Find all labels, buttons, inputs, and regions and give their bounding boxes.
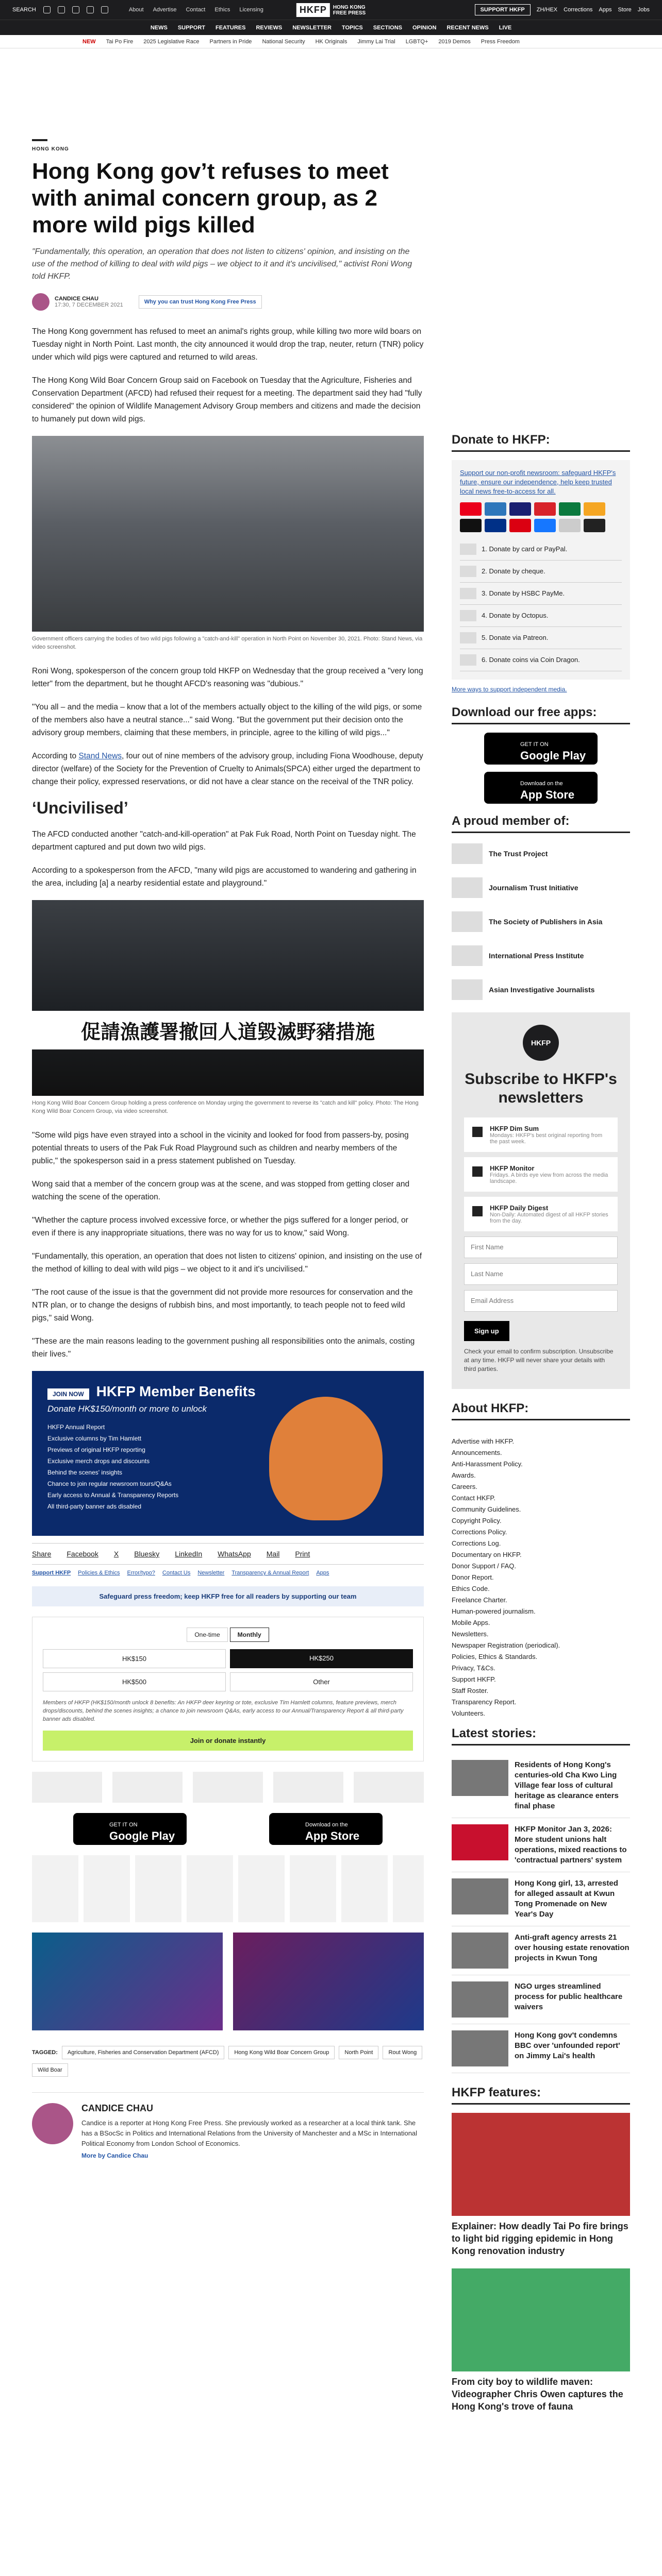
about-link[interactable]: Mobile Apps. [452,1619,490,1626]
share-x[interactable]: X [113,1550,119,1558]
about-link[interactable]: Copyright Policy. [452,1517,502,1524]
trust-project-icon [452,843,483,864]
tab-one-time[interactable]: One-time [187,1628,227,1642]
logo-line-2: FREE PRESS [333,10,366,16]
aij-icon [452,979,483,1000]
nav-features[interactable]: FEATURES [216,24,246,31]
bio-name[interactable]: CANDICE CHAU [81,2103,153,2113]
story-thumbnail [452,1933,508,1969]
support-link[interactable]: Policies & Ethics [78,1570,120,1576]
support-link[interactable]: Transparency & Annual Report [231,1570,309,1576]
payment-icons [460,502,622,532]
nav-newsletter[interactable]: NEWSLETTER [292,24,332,31]
tag[interactable]: Agriculture, Fisheries and Conservation Department (AFCD) [62,2046,224,2059]
donate-description: Members of HKFP (HK$150/month unlock 8 benefits: An HKFP deer keyring or tote, exclusive Tim Hamlett columns, feature previews, merch drops/discounts, behind the scenes insights; a chance to join newsroom Q&As, early access to our Annual/Transparency Report & all third-party banner ads disabled. [43,1700,404,1722]
option-label: 5. Donate via Patreon. [482,634,549,641]
sign-up-button[interactable]: Sign up [464,1321,509,1341]
newsletter-heading: Subscribe to HKFP's newsletters [465,1071,617,1106]
paragraph: The Hong Kong government has refused to meet an animal's rights group, while killing two more wild boars on Tuesday night in North Point. Last month, the city announced it would drop the trap, neuter, return (TNR) policy under which wild pigs were captured and returned to wild areas. [32,327,424,362]
nl-desc: Non-Daily: Automated digest of all HKFP stories from the day. [490,1212,608,1224]
benefit-item: Behind the scenes' insights [47,1469,123,1476]
about-link[interactable]: Staff Roster. [452,1687,489,1694]
benefit-item: Exclusive merch drops and discounts [47,1458,150,1465]
top-bar [0,0,662,20]
member-name: Asian Investigative Journalists [489,986,595,994]
about-link[interactable]: Documentary on HKFP. [452,1551,522,1558]
photo-caption: Hong Kong Wild Boar Concern Group holding a press conference on Monday urging the government to reverse its "catch and kill" policy. Photo: The Hong Kong Wild Boar Concern Group, via video screenshot. [32,1100,419,1114]
about-link[interactable]: Awards. [452,1471,476,1479]
ticker-item[interactable]: HK Originals [315,38,347,45]
feature-story[interactable] [452,2113,630,2257]
ethics-promo-tile[interactable] [32,1933,223,2030]
feature-title: Explainer: How deadly Tai Po fire brings to light bid rigging epidemic in Hong Kong renovation industry [452,2221,628,2256]
apple-small: Download on the [520,781,563,787]
paragraph: "You all – and the media – know that a lot of the members actually object to the killing of the wild pigs, or some of the members also have a neutral stance..." said Wong. "But the government put their decision onto the advisory group members, claiming that these members, in principle, agree to the killing of wild pigs..." [32,703,422,737]
section-heading: ‘Uncivilised’ [32,799,128,817]
language-switch[interactable]: ZH/HEX [536,7,558,13]
wild-pig-operation-photo [32,436,424,632]
tag[interactable]: Hong Kong Wild Boar Concern Group [228,2046,335,2059]
latest-story[interactable] [452,1818,630,1872]
newsletter-signup [452,1012,630,1389]
newsletter-option[interactable] [464,1117,618,1152]
ticker-item[interactable]: Tai Po Fire [106,38,134,45]
about-link[interactable]: Privacy, T&Cs. [452,1664,495,1672]
tag-list [32,2046,424,2077]
google-small: GET IT ON [520,741,549,748]
last-name-field[interactable]: Last Name [464,1263,618,1285]
paragraph: The AFCD conducted another "catch-and-kill-operation" at Pak Fuk Road, North Point on Tuesday night. The department captured and put down two wild pigs. [32,830,416,852]
about-link[interactable]: Support HKFP. [452,1675,496,1683]
x-icon[interactable] [58,6,65,13]
option-label: 6. Donate coins via Coin Dragon. [482,656,580,664]
amex-icon [485,502,506,516]
article [32,139,424,2159]
visa-icon [509,502,531,516]
payment-methods [32,1855,424,1922]
latest-story[interactable] [452,1926,630,1975]
logo-text [333,5,366,16]
story-thumbnail [452,1878,508,1914]
benefit-item: Exclusive columns by Tim Hamlett [47,1435,142,1442]
octopus-option-icon [460,610,476,621]
google-small: GET IT ON [109,1822,138,1828]
google-label: Google Play [520,749,586,762]
member-logo[interactable] [452,977,630,1002]
article-title: Hong Kong gov’t refuses to meet with animal concern group, as 2 more wild pigs killed [32,159,389,238]
amount-option[interactable]: HK$150 [43,1649,226,1668]
publish-date: 17:30, 7 DECEMBER 2021 [55,302,123,308]
about-link[interactable]: Newsletters. [452,1630,489,1638]
bio-more-link[interactable]: More by Candice Chau [81,2152,148,2159]
benefit-item: Early access to Annual & Transparency Reports [47,1492,179,1499]
donate-option[interactable] [460,627,622,649]
unionpay-icon [534,502,556,516]
member-logo[interactable] [452,875,630,900]
paypal-icon [485,519,506,532]
option-label: 3. Donate by HSBC PayMe. [482,589,565,597]
story-title: Hong Kong gov't condemns BBC over 'unfounded report' on Jimmy Lai's health [515,2031,620,2060]
bio-text-block [81,2103,424,2159]
nav-reviews[interactable]: REVIEWS [256,24,283,31]
ticker-label: NEW [82,38,96,45]
donate-tabs [43,1628,413,1642]
about-link[interactable]: Transparency Report. [452,1698,517,1706]
about-link[interactable]: Careers. [452,1483,477,1490]
donate-option[interactable] [460,605,622,627]
card-icon [460,544,476,555]
option-label: 2. Donate by cheque. [482,567,545,575]
about-link[interactable]: Community Guidelines. [452,1505,521,1513]
join-now-badge[interactable]: JOIN NOW [47,1388,89,1400]
author-bio [32,2092,424,2159]
nl-name: HKFP Dim Sum [490,1125,539,1132]
share-linkedin[interactable]: LinkedIn [175,1550,203,1558]
benefit-item: All third-party banner ads disabled [47,1503,142,1510]
jcb-icon [559,502,581,516]
article-category[interactable]: HONG KONG [32,146,69,152]
donate-option[interactable] [460,538,622,561]
partner-logo [354,1772,424,1803]
apple-label: App Store [520,788,575,801]
feature-title: From city boy to wildlife maven: Videographer Chris Owen captures the Hong Kong's trove of fauna [452,2377,623,2412]
about-link[interactable]: Donor Support / FAQ. [452,1562,517,1570]
octopus-icon [584,502,605,516]
latest-heading: Latest stories: [452,1726,630,1745]
paragraph: "Fundamentally, this operation, an operation that does not listen to citizens' opinion, and insisting on the use of the method of killing to deal with wild pigs – we object to it and it's uncivilised." [32,1252,422,1274]
top-link-contact[interactable]: Contact [186,7,206,13]
top-link-ethics[interactable]: Ethics [214,7,230,13]
share-facebook[interactable]: Facebook [67,1550,98,1558]
partner-logo [193,1772,263,1803]
support-link[interactable]: Error/typo? [127,1570,155,1576]
top-link-licensing[interactable]: Licensing [239,7,263,13]
donate-heading: Donate to HKFP: [452,433,630,452]
trust-link[interactable]: Why you can trust Hong Kong Free Press [139,295,262,309]
tab-monthly[interactable]: Monthly [230,1628,269,1642]
donate-option[interactable] [460,649,622,671]
app-store-row [32,1813,424,1845]
about-link[interactable]: Donor Report. [452,1573,494,1581]
share-label: Share [32,1550,52,1558]
deer-mascot-icon [269,1397,383,1520]
feature-story[interactable] [452,2268,630,2413]
nl-name: HKFP Daily Digest [490,1204,549,1212]
ticker-item[interactable]: 2019 Demos [438,38,471,45]
hkfp-logo[interactable] [296,3,366,17]
hkfp-circle-logo: HKFP [523,1025,559,1061]
latest-story[interactable] [452,1754,630,1818]
amount-option[interactable]: Other [230,1672,413,1691]
partner-logo [112,1772,183,1803]
apple-label: App Store [305,1829,360,1842]
email-field[interactable]: Email Address [464,1290,618,1312]
ticker-item[interactable]: Press Freedom [481,38,520,45]
story-title: HKFP Monitor Jan 3, 2026: More student unions halt operations, mixed reactions to 'contractual partners' system [515,1825,627,1865]
byline-text [55,296,123,308]
jti-icon [452,877,483,898]
top-link-about[interactable]: About [128,7,144,13]
member-name: The Society of Publishers in Asia [489,918,603,926]
nl-desc: Mondays: HKFP's best original reporting from the past week. [490,1132,603,1145]
google-play-badge[interactable] [73,1813,187,1845]
about-heading: About HKFP: [452,1401,630,1420]
tags-label: TAGGED: [32,2049,58,2056]
story-title: Anti-graft agency arrests 21 over housing estate renovation projects in Kwun Tong [515,1933,630,1962]
partner-logo [273,1772,343,1803]
story-title: Hong Kong girl, 13, arrested for alleged assault at Kwun Tong Promenade on New Year's Day [515,1879,618,1919]
amount-grid [43,1649,413,1691]
coin-icon [460,654,476,666]
story-thumbnail [452,1824,508,1860]
support-link[interactable]: Contact Us [162,1570,191,1576]
nav-support[interactable]: SUPPORT [177,24,205,31]
about-link[interactable]: Corrections Log. [452,1539,501,1547]
sopa-icon [452,911,483,932]
story-thumbnail [452,2030,508,2066]
apps-heading: Download our free apps: [452,705,630,724]
byline [32,293,424,311]
nav-opinion[interactable]: OPINION [412,24,437,31]
share-mail[interactable]: Mail [266,1550,280,1558]
paragraph: "Some wild pigs have even strayed into a school in the vicinity and looked for food from passers-by, posing potential threats to users of the Pak Fuk Road Playground such as children and nearby members of the public," the spokesperson said in a press statement published on Tuesday. [32,1131,409,1165]
author-avatar[interactable] [32,293,49,311]
paragraph: Wong said that a member of the concern group was at the scene, and was stopped from getting closer and watching the scene of the operation. [32,1180,410,1201]
member-name: International Press Institute [489,952,584,960]
cheque-icon [460,566,476,577]
links-apps[interactable]: Apps [599,7,612,13]
benefit-item: HKFP Annual Report [47,1423,105,1431]
text: According to [32,752,79,760]
about-link[interactable]: Ethics Code. [452,1585,490,1592]
threads-icon[interactable] [101,6,108,13]
article-body [32,325,424,1361]
donate-option[interactable] [460,583,622,605]
support-link[interactable]: Apps [316,1570,329,1576]
feature-image [452,2113,630,2216]
topic-ticker [0,35,662,48]
main-nav [0,20,662,35]
nav-topics[interactable]: TOPICS [341,24,363,31]
support-promo-tile[interactable] [233,1933,424,2030]
links-store[interactable]: Store [618,7,632,13]
member-name: Journalism Trust Initiative [489,884,578,892]
donate-text: Support our non-profit newsroom: safeguard HKFP's future, ensure our independence, help keep trusted local news free-to-access for all. [460,469,616,495]
paragraph: "The root cause of the issue is that the government did not provide more resources for conservation and the NTR plan, or to change the designs of rubbish bins, and most importantly, to teach people not to feed wild pigs," said Wong. [32,1288,413,1323]
sidebar [452,433,630,2424]
patreon-option-icon [460,632,476,643]
tag[interactable]: Wild Boar [32,2063,68,2077]
tag[interactable]: Rout Wong [383,2046,422,2059]
nl-name: HKFP Monitor [490,1164,535,1172]
ticker-item[interactable]: National Security [262,38,305,45]
author-name[interactable]: CANDICE CHAU [55,296,98,302]
promo-tiles [32,1933,424,2030]
article-lede: "Fundamentally, this operation, an operation that does not listen to citizens' opinion, and insisting on the use of the method of killing to deal with wild pigs – we object to it and it's uncivilised," activist Roni Wong told HKFP. [32,247,412,281]
instagram-icon[interactable] [72,6,79,13]
paragraph: The Hong Kong Wild Boar Concern Group said on Facebook on Tuesday that the Agriculture, Fisheries and Conservation Department (AFCD) had refused their request for a meeting. The department said they had "fully considered" the opinion of Wildlife Management Advisory Group members and citizens and made the decision to humanely put down wild pigs. [32,376,422,423]
tag[interactable]: North Point [339,2046,378,2059]
features-heading: HKFP features: [452,2086,630,2105]
paragraph: Roni Wong, spokesperson of the concern group told HKFP on Wednesday that the group received a "very long letter" from the department, but he thought AFCD's reasoning was "dubious." [32,667,423,688]
about-link[interactable]: Volunteers. [452,1709,486,1717]
paragraph: According to a spokesperson from the AFCD, "many wild pigs are accustomed to wandering and gathering in the area, including [a] a nearby residential estate and playground." [32,866,417,888]
text: , four out of nine members of the advisory group, including Fiona Woodhouse, deputy director (welfare) of the Society for the Prevention of Cruelty to Animals(SPCA) either urged the department to change their policy, expressed reservations, or did not have a clear stance on the receival of the TNR policy. [32,752,423,786]
logo-mark: HKFP [296,3,330,17]
links-corrections[interactable]: Corrections [564,7,593,13]
more-ways-link[interactable]: More ways to support independent media. [452,686,567,693]
ticker-item[interactable]: Jimmy Lai Trial [357,38,395,45]
member-name: The Trust Project [489,850,548,858]
first-name-field[interactable]: First Name [464,1236,618,1258]
nav-news[interactable]: NEWS [150,24,168,31]
bio-avatar[interactable] [32,2103,73,2144]
links-jobs[interactable]: Jobs [637,7,650,13]
payme-icon [509,519,531,532]
gpay-icon [559,519,581,532]
ticker-item[interactable]: LGBTQ+ [405,38,428,45]
member-logo[interactable] [452,909,630,934]
amount-option-selected[interactable]: HK$250 [230,1649,413,1668]
about-link[interactable]: Contact HKFP. [452,1494,496,1502]
story-thumbnail [452,1981,508,2018]
share-bluesky[interactable]: Bluesky [134,1550,160,1558]
option-label: 4. Donate by Octopus. [482,612,549,619]
search-link[interactable]: SEARCH [12,7,36,13]
latest-story[interactable] [452,2024,630,2073]
member-benefits-banner[interactable] [32,1371,424,1536]
apple-small: Download on the [305,1822,348,1828]
feature-image [452,2268,630,2371]
about-list [452,1429,630,1726]
newsletter-note: Check your email to confirm subscription. Unsubscribe at any time. HKFP will never share your details with third parties. [464,1348,614,1372]
amount-option[interactable]: HK$500 [43,1672,226,1691]
benefit-item: Chance to join regular newsroom tours/Q&As [47,1480,172,1487]
share-print[interactable]: Print [295,1550,310,1558]
nl-desc: Fridays. A birds eye view from across the media landscape. [490,1172,608,1184]
applepay-icon [584,519,605,532]
facebook-icon[interactable] [43,6,51,13]
story-thumbnail [452,1760,508,1796]
nav-recent-news[interactable]: RECENT NEWS [446,24,489,31]
about-link[interactable]: Corrections Policy. [452,1528,507,1536]
google-play-badge[interactable] [484,733,598,765]
app-store-badge[interactable] [269,1813,383,1845]
donate-button[interactable]: Join or donate instantly [43,1731,413,1751]
safeguard-note[interactable]: Safeguard press freedom; keep HKFP free for all readers by supporting our team [32,1586,424,1606]
support-link[interactable]: Support HKFP [32,1570,71,1576]
paragraph: "Whether the capture process involved excessive force, or whether the pigs suffered for a longer period, or even if there is any inappropriate situations, there was no way for us to know," said Wong. [32,1216,408,1238]
option-label: 1. Donate by card or PayPal. [482,545,568,553]
member-logo[interactable] [452,841,630,866]
donate-box [452,460,630,680]
story-title: NGO urges streamlined process for public healthcare waivers [515,1982,623,2011]
alipay-icon [534,519,556,532]
about-link[interactable]: Announcements. [452,1449,502,1456]
newsletter-option[interactable] [464,1197,618,1231]
category-bar [32,139,47,141]
about-link[interactable]: Human-powered journalism. [452,1607,536,1615]
member-logo[interactable] [452,943,630,968]
protest-banner: 促請漁護署撤回人道毀滅野豬措施 [32,1011,424,1049]
photo-caption: Government officers carrying the bodies of two wild pigs following a "catch-and-kill" operation in North Point on November 30, 2021. Photo: Stand News, via video screenshot. [32,636,423,650]
payme-option-icon [460,588,476,599]
member-heading: A proud member of: [452,814,630,833]
paragraph [32,750,424,788]
nav-live[interactable]: LIVE [499,24,512,31]
about-link[interactable]: Newspaper Registration (periodical). [452,1641,560,1649]
promo-subtitle: Donate HK$150/month or more to unlock [47,1404,207,1414]
google-label: Google Play [109,1829,175,1842]
support-hkfp-button[interactable]: SUPPORT HKFP [475,4,531,15]
benefit-item: Previews of original HKFP reporting [47,1446,145,1453]
paragraph: "These are the main reasons leading to the government pushing all responsibilities onto the animals, costing their lives." [32,1337,415,1359]
donate-option[interactable] [460,561,622,583]
stand-news-link[interactable]: Stand News [78,752,122,760]
partner-logo [32,1772,102,1803]
support-link[interactable]: Newsletter [197,1570,225,1576]
promo-title: HKFP Member Benefits [96,1383,256,1399]
ipi-icon [452,945,483,966]
patreon-icon [460,519,482,532]
partner-logos [32,1772,424,1803]
donate-form [32,1617,424,1761]
youtube-icon[interactable] [87,6,94,13]
top-link-advertise[interactable]: Advertise [153,7,177,13]
latest-story[interactable] [452,1975,630,2024]
about-link[interactable]: Freelance Charter. [452,1596,507,1604]
share-bar [32,1543,424,1565]
press-conference-photo [32,900,424,1096]
mastercard-icon [460,502,482,516]
about-link[interactable]: Anti-Harassment Policy. [452,1460,523,1468]
story-title: Residents of Hong Kong's centuries-old Cha Kwo Ling Village fear loss of cultural heritage as clearance enters final phase [515,1760,619,1810]
latest-story[interactable] [452,1872,630,1926]
newsletter-option[interactable] [464,1157,618,1192]
ticker-item[interactable]: Partners in Pride [209,38,252,45]
app-store-badge[interactable] [484,772,598,804]
ticker-item[interactable]: 2025 Legislative Race [143,38,200,45]
about-link[interactable]: Policies, Ethics & Standards. [452,1653,538,1660]
logo-line-1: HONG KONG [333,4,366,10]
nav-sections[interactable]: SECTIONS [373,24,402,31]
bio-text: Candice is a reporter at Hong Kong Free Press. She previously worked as a researcher at a local think tank. She has a BSocSc in Politics and International Relations from the University of Manchester and a MSc in International Political Economy from London School of Economics. [81,2119,418,2147]
share-whatsapp[interactable]: WhatsApp [218,1550,251,1558]
support-links [32,1570,424,1576]
about-link[interactable]: Advertise with HKFP. [452,1437,515,1445]
